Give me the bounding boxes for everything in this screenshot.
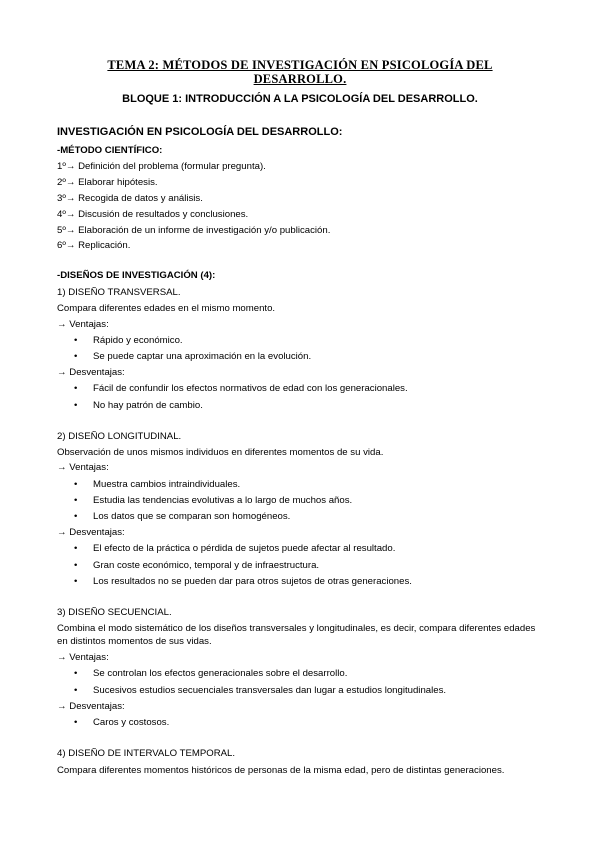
designs-heading: -DISEÑOS DE INVESTIGACIÓN (4): (57, 270, 216, 281)
bullet-icon: • (74, 511, 78, 522)
bullet-icon: • (74, 576, 78, 587)
method-heading: -MÉTODO CIENTÍFICO: (57, 145, 163, 156)
bullet-icon: • (74, 495, 78, 506)
list-item: Gran coste económico, temporal y de infraestructura. (93, 560, 320, 571)
design-3-description: Combina el modo sistemático de los diseños transversales y longitudinales, es decir, compara diferentes edades en distintos momentos de sus vidas. (57, 623, 536, 647)
bullet-icon: • (74, 383, 78, 394)
list-item: El efecto de la práctica o pérdida de sujetos puede afectar al resultado. (93, 543, 396, 554)
bullet-icon: • (74, 351, 78, 362)
design-1-title: 1) DISEÑO TRANSVERSAL. (57, 287, 181, 298)
list-item: Muestra cambios intraindividuales. (93, 479, 241, 490)
method-step: 5º→ Elaboración de un informe de investigación y/o publicación. (57, 225, 331, 236)
bullet-icon: • (74, 685, 78, 696)
list-item: Estudia las tendencias evolutivas a lo largo de muchos años. (93, 495, 353, 506)
bullet-icon: • (74, 335, 78, 346)
list-item: No hay patrón de cambio. (93, 400, 203, 411)
bullet-icon: • (74, 543, 78, 554)
design-4-title: 4) DISEÑO DE INTERVALO TEMPORAL. (57, 748, 236, 759)
design-1-disadvantages-label: → Desventajas: (57, 367, 125, 378)
list-item: Caros y costosos. (93, 717, 170, 728)
design-1-description: Compara diferentes edades en el mismo momento. (57, 303, 276, 314)
design-1-advantages-label: → Ventajas: (57, 319, 109, 330)
list-item: Se puede captar una aproximación en la evolución. (93, 351, 312, 362)
method-step: 4º→ Discusión de resultados y conclusiones. (57, 209, 249, 220)
design-3-advantages-label: → Ventajas: (57, 652, 109, 663)
list-item: Sucesivos estudios secuenciales transversales dan lugar a estudios longitudinales. (93, 685, 447, 696)
design-4-description: Compara diferentes momentos históricos de personas de la misma edad, pero de distintas generaciones. (57, 765, 505, 776)
bullet-icon: • (74, 717, 78, 728)
list-item: Rápido y económico. (93, 335, 183, 346)
bullet-icon: • (74, 479, 78, 490)
list-item: Se controlan los efectos generacionales sobre el desarrollo. (93, 668, 348, 679)
bullet-icon: • (74, 400, 78, 411)
method-step: 3º→ Recogida de datos y análisis. (57, 193, 203, 204)
list-item: Los resultados no se pueden dar para otros sujetos de otras generaciones. (93, 576, 412, 587)
design-3-title: 3) DISEÑO SECUENCIAL. (57, 607, 172, 618)
bullet-icon: • (74, 560, 78, 571)
document-title: TEMA 2: MÉTODOS DE INVESTIGACIÓN EN PSICOLOGÍA DEL DESARROLLO. (107, 58, 493, 86)
bullet-icon: • (74, 668, 78, 679)
method-step: 2º→ Elaborar hipótesis. (57, 177, 158, 188)
block-title: BLOQUE 1: INTRODUCCIÓN A LA PSICOLOGÍA DEL DESARROLLO. (122, 93, 478, 105)
method-step: 6º→ Replicación. (57, 240, 131, 251)
section-heading: INVESTIGACIÓN EN PSICOLOGÍA DEL DESARROLLO: (57, 126, 343, 138)
design-2-disadvantages-label: → Desventajas: (57, 527, 125, 538)
design-2-advantages-label: → Ventajas: (57, 462, 109, 473)
design-3-disadvantages-label: → Desventajas: (57, 701, 125, 712)
design-2-title: 2) DISEÑO LONGITUDINAL. (57, 431, 182, 442)
method-step: 1º→ Definición del problema (formular pregunta). (57, 161, 266, 172)
list-item: Fácil de confundir los efectos normativos de edad con los generacionales. (93, 383, 408, 394)
list-item: Los datos que se comparan son homogéneos. (93, 511, 291, 522)
design-2-description: Observación de unos mismos individuos en diferentes momentos de su vida. (57, 447, 384, 458)
